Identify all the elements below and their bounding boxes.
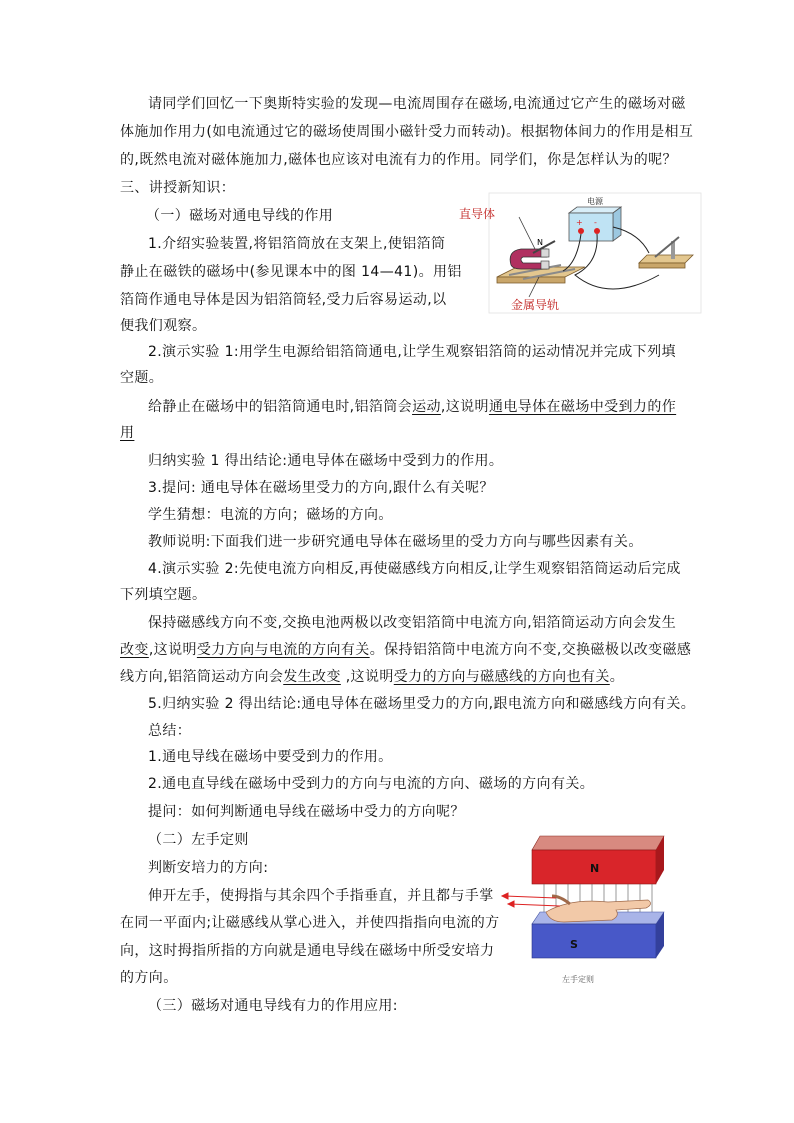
fill-blank: 受力方向与电流的方向有关 (196, 642, 370, 658)
rule-line-4: 的方向。 (120, 970, 178, 986)
item-5: 5.归纳实验 2 得出结论:通电导体在磁场里受力的方向,跟电流方向和磁感线方向有关。 (148, 696, 696, 712)
conclusion-1: 归纳实验 1 得出结论:通电导体在磁场中受到力的作用。 (148, 453, 504, 469)
fill-blank: 发生改变 (283, 669, 341, 685)
ampere-force-title: 判断安培力的方向: (148, 860, 269, 876)
fill-2-line-2: 改变,这说明受力方向与电流的方向有关。保持铝箔筒中电流方向不变,交换磁极以改变磁感 (120, 642, 692, 658)
fill-1-line-1: 给静止在磁场中的铝箔筒通电时,铝箔筒会运动,这说明通电导体在磁场中受到力的作 (148, 399, 677, 415)
section-3-title: 三、讲授新知识： (120, 180, 236, 196)
south-label: S (570, 938, 578, 951)
summary-title: 总结： (148, 723, 192, 739)
subsection-1-title: （一）磁场对通电导线的作用 (146, 208, 334, 224)
subsection-2-title: （二）左手定则 (148, 832, 249, 848)
fill-blank: 受力的方向与磁感线的方向也有关 (393, 669, 610, 685)
summary-item-1: 1.通电导线在磁场中要受到力的作用。 (148, 749, 393, 765)
rule-line-1: 伸开左手，使拇指与其余四个手指垂直，并且都与手掌 (148, 888, 494, 904)
item-1-line-2: 静止在磁铁的磁场中(参见课本中的图 14—41)。用铝 (120, 264, 462, 280)
summary-item-2: 2.通电直导线在磁场中受到力的方向与电流的方向、磁场的方向有关。 (148, 776, 595, 792)
fill-1-line-2: 用 (120, 425, 135, 441)
power-label: 电源 (587, 197, 603, 206)
switch-icon (639, 263, 685, 268)
item-1-line-3: 箔筒作通电导体是因为铝箔筒轻,受力后容易运动,以 (120, 292, 447, 308)
teacher-note: 教师说明:下面我们进一步研究通电导体在磁场里的受力方向与哪些因素有关。 (148, 534, 643, 550)
item-2-line-2: 空题。 (120, 370, 164, 386)
fill-2-line-1: 保持磁感线方向不变,交换电池两极以改变铝箔筒中电流方向,铝箔筒运动方向会发生 (148, 615, 677, 631)
rail-label: 金属导轨 (511, 298, 560, 312)
item-1-line-4: 便我们观察。 (120, 318, 207, 334)
fill-blank: 运动 (412, 399, 441, 415)
fill-blank: 通电导体在磁场中受到力的作 (488, 399, 677, 415)
south-pole-block (532, 924, 656, 958)
item-2-line-1: 2.演示实验 1:用学生电源给铝箔筒通电,让学生观察铝箔筒的运动情况并完成下列填 (148, 344, 676, 360)
item-4-line-2: 下列填空题。 (120, 587, 207, 603)
force-arrow-icon (502, 893, 560, 907)
apparatus-figure (459, 193, 701, 313)
fill-2-line-3: 线方向,铝箔筒运动方向会发生改变 ,这说明受力的方向与磁感线的方向也有关。 (120, 669, 625, 685)
question-3: 3.提问: 通电导体在磁场里受力的方向,跟什么有关呢？ (148, 480, 494, 496)
rule-line-2: 在同一平面内;让磁感线从掌心进入，并使四指指向电流的方 (120, 915, 500, 931)
apparatus-drawing (459, 193, 701, 313)
north-label: N (590, 862, 600, 875)
magnet-n-label: N (537, 238, 543, 247)
fill-blank: 改变 (120, 642, 149, 658)
left-hand-rule-figure (500, 828, 668, 990)
student-guess: 学生猜想：电流的方向；磁场的方向。 (148, 507, 393, 523)
wire-label: 直导体 (459, 207, 496, 221)
question-direction: 提问：如何判断通电导线在磁场中受力的方向呢？ (148, 804, 465, 820)
svg-text:+: + (576, 218, 583, 227)
subsection-3-title: （三）磁场对通电导线有力的作用应用: (148, 998, 398, 1014)
rule-line-3: 向，这时拇指所指的方向就是通电导线在磁场中所受安培力 (120, 943, 495, 959)
intro-line-1: 请同学们回忆一下奥斯特实验的发现—电流周围存在磁场,电流通过它产生的磁场对磁 (148, 96, 686, 112)
svg-text:-: - (594, 218, 597, 227)
left-hand-rule-drawing (500, 828, 668, 990)
intro-line-2: 体施加作用力(如电流通过它的磁场使周围小磁针受力而转动)。根据物体间力的作用是相互 (120, 124, 694, 140)
intro-line-3: 的,既然电流对磁体施加力,磁体也应该对电流有力的作用。同学们，你是怎样认为的呢？ (120, 152, 677, 168)
figure-caption: 左手定则 (562, 975, 594, 984)
item-4-line-1: 4.演示实验 2:先使电流方向相反,再使磁感线方向相反,让学生观察铝箔筒运动后完成 (148, 561, 681, 577)
item-1-line-1: 1.介绍实验装置,将铝箔筒放在支架上,使铝箔筒 (148, 236, 446, 252)
